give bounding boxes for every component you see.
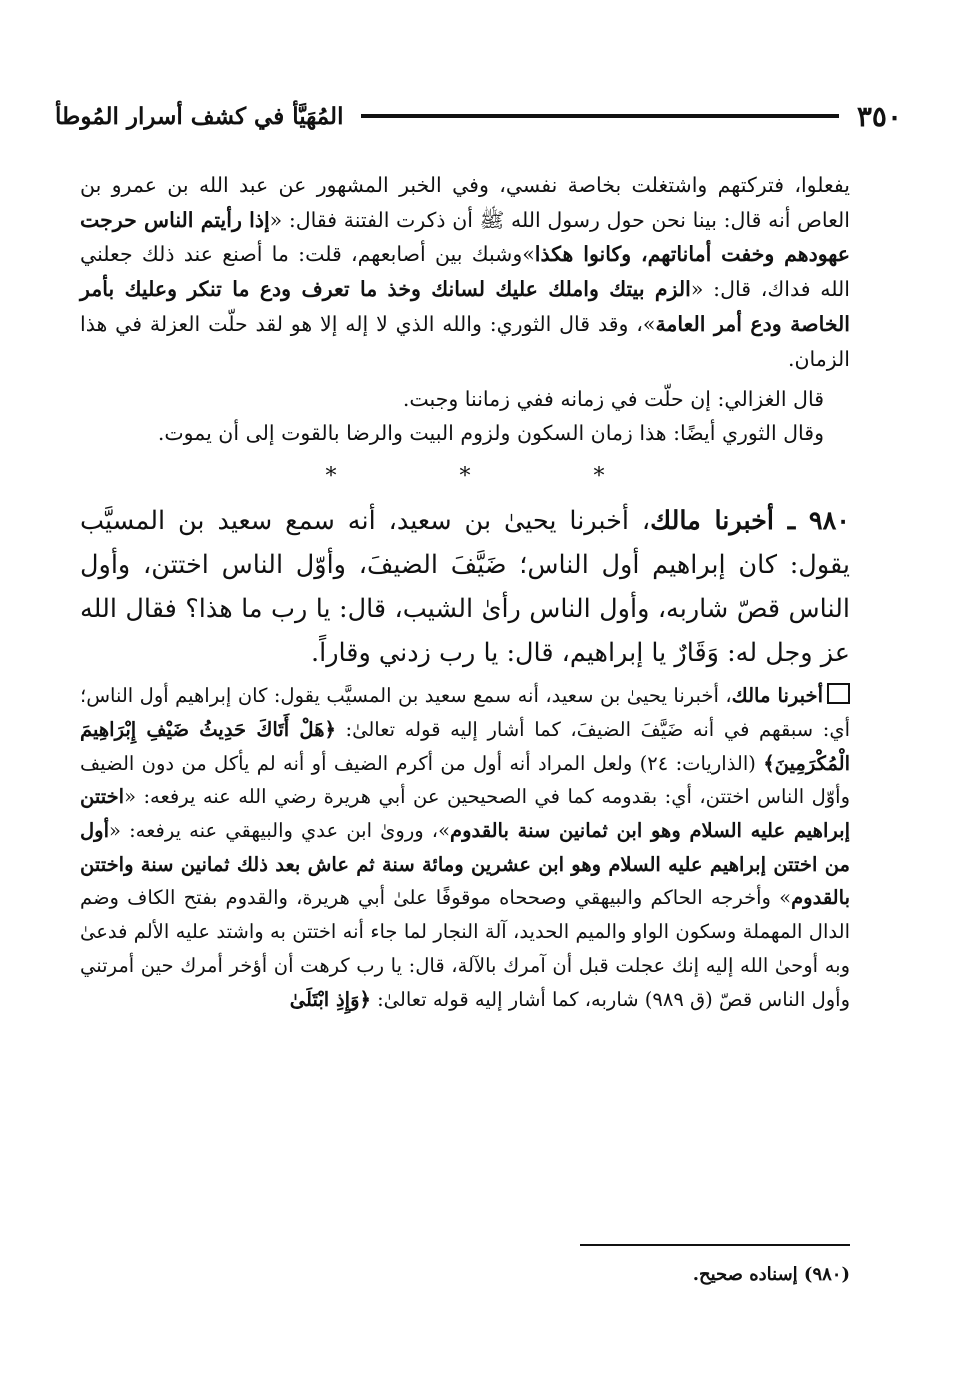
footnote: (٩٨٠) إسناده صحيح. <box>692 1264 850 1285</box>
commentary-980 <box>80 679 850 1016</box>
quran-verse: ﴿هَلْ أَتَاكَ حَدِيثُ ضَيْفِ إِبْرَاهِيمَ الْمُكْرَمِينَ﴾ <box>80 717 850 775</box>
hadith-lead: ٩٨٠ ـ أخبرنا مالك <box>650 506 850 537</box>
section-separator: * * * <box>325 464 663 490</box>
square-marker-icon <box>827 683 850 704</box>
hadith-quote: إذا رأيتم الناس حرجت عهودهم وخفت أماناتهم، وكانوا هكذا <box>80 207 850 267</box>
thawri-quote: وقال الثوري أيضًا: هذا زمان السكون ولزوم البيت والرضا بالقوت إلى أن يموت. <box>157 421 824 446</box>
page-header <box>55 94 902 138</box>
page-body <box>80 168 850 1016</box>
ghazali-quote: قال الغزالي: إن حلّت في زمانه ففي زماننا وجبت. <box>402 387 824 412</box>
commentary-lead: أخبرنا مالك <box>731 684 823 708</box>
text-run: » وأخرجه الحاكم والبيهقي وصححاه موقوفًا علىٰ أبي هريرة، والقدوم بفتح الكاف وضم الدال المهملة وسكون الواو والميم الحديد، آلة النجار لما جاء أنه اختتن به واشتد عليه الألم فدعىٰ وبه أوحىٰ الله إليه إنك عجلت قبل أن آمرك بالآلة، قال: يا رب كرهت أن أؤخر أمرك حين أمرتني وأول الناس قصّ (ق ٩٨٩) شاربه، كما أشار إليه قوله تعالىٰ: <box>80 886 850 1011</box>
text-run: (الذاريات: ٢٤) ولعل المراد أنه أول من أكرم الضيف أو أنه لم يأكل من دون الضيف وأوّل الناس اختتن، أي: بقدومه كما في الصحيحين عن أبي هريرة رضي الله عنه يرفعه: « <box>80 751 850 809</box>
hadith-quote: أول من اختتن إبراهيم عليه السلام وهو ابن عشرين ومائة سنة ثم عاش بعد ذلك ثمانين سنة واختتن بالقدوم <box>80 819 850 910</box>
text-run: »، وروىٰ ابن عدي والبيهقي عنه يرفعه: « <box>109 819 451 843</box>
hadith-980 <box>80 499 850 675</box>
text-run: »وشبك بين أصابعهم، قلت: ما أصنع عند ذلك جعلني الله فداك، قال: « <box>80 242 850 302</box>
text-run: يفعلوا، فتركتهم واشتغلت بخاصة نفسي، وفي الخبر المشهور عن عبد الله بن عمرو بن العاص أنه قال: بينا نحن حول رسول الله ﷺ أن ذكرت الفتنة فقال: « <box>80 173 850 232</box>
text-run: »، وقد قال الثوري: والله الذي لا إله إلا هو لقد حلّت العزلة في هذا الزمان. <box>80 311 850 371</box>
book-title: المُهَيَّأ في كشف أسرار المُوطأ <box>55 102 344 130</box>
page-number: ٣٥٠ <box>856 99 902 133</box>
text-run: ، أخبرنا يحيىٰ بن سعيد، أنه سمع سعيد بن المسيَّب يقول: كان إبراهيم أول الناس؛ أي: سبقهم في أنه ضَيَّفَ الضيفَ، كما أشار إليه قوله تعالىٰ: <box>80 684 850 741</box>
hadith-text: ، أخبرنا يحيىٰ بن سعيد، أنه سمع سعيد بن المسيَّب يقول: كان إبراهيم أول الناس؛ ضَيَّفَ الضيفَ، وأوّل الناس اختتن، وأول الناس قصّ شاربه، وأول الناس رأىٰ الشيب، قال: يا رب ما هذا؟ فقال الله عز وجل له: وَقَارٌ يا إبراهيم، قال: يا رب زدني وقاراً. <box>80 506 850 669</box>
hadith-quote: الزم بيتك واملك عليك لسانك وخذ ما تعرف ودع ما تنكر وعليك بأمر الخاصة ودع أمر العامة <box>80 277 850 336</box>
quran-verse: ﴿وَإِذِ ابْتَلَىٰ <box>289 987 371 1011</box>
footnote-rule <box>580 1244 850 1246</box>
header-rule <box>361 114 838 118</box>
hadith-quote: اختتن إبراهيم عليه السلام وهو ابن ثمانين سنة بالقدوم <box>80 785 850 843</box>
commentary-continuation <box>80 168 850 376</box>
